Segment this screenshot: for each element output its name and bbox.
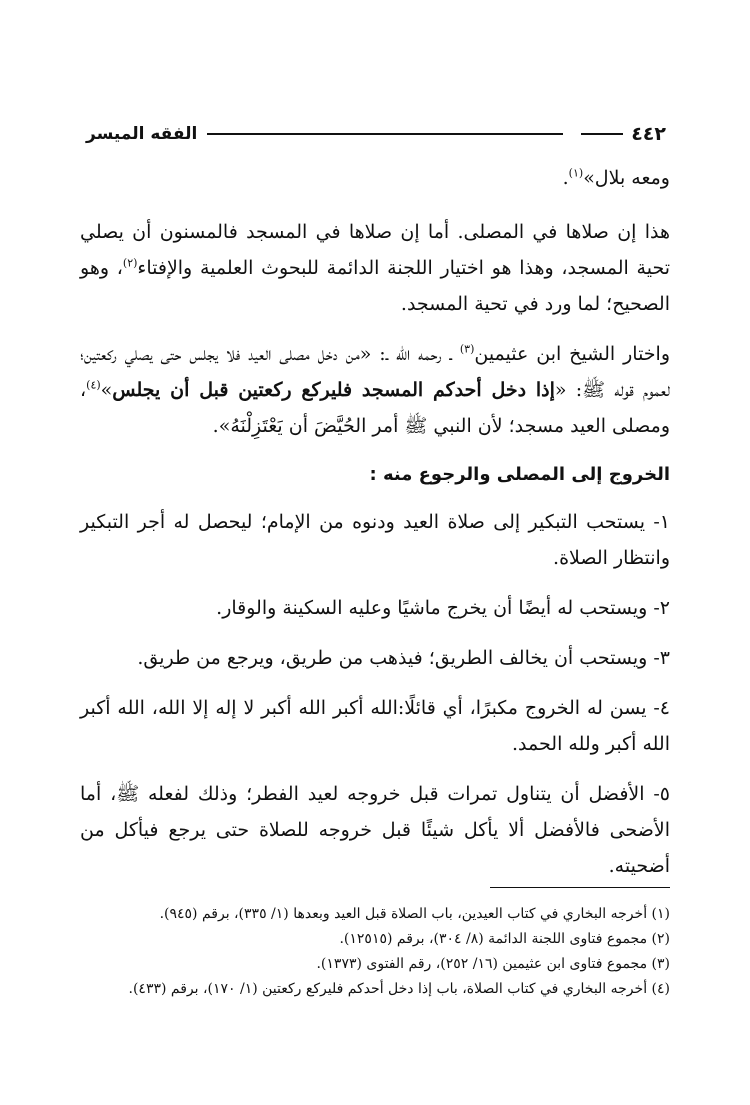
footnote-ref-1[interactable]: (١) bbox=[568, 166, 584, 180]
footnote-1: (١) أخرجه البخاري في كتاب العيدين، باب الصلاة قبل العيد وبعدها (١/ ٣٣٥)، برقم (٩٤٥). bbox=[159, 906, 670, 922]
page-number: ٤٤٢ bbox=[631, 123, 666, 145]
page-header bbox=[86, 122, 666, 146]
header-rule-long bbox=[207, 133, 563, 135]
footnote-ref-2[interactable]: (٢) bbox=[122, 256, 138, 270]
footnotes bbox=[80, 902, 670, 1002]
footnote-3: (٣) مجموع فتاوى ابن عثيمين (١٦/ ٢٥٢)، رقم الفتوى (١٣٧٣). bbox=[316, 956, 670, 972]
list-item-5: ٥- الأفضل أن يتناول تمرات قبل خروجه لعيد الفطر؛ وذلك لفعله ﷺ، أما الأضحى فالأفضل ألا يأكل شيئًا قبل خروجه للصلاة حتى يرجع فيأكل من أضحيته. bbox=[80, 783, 670, 877]
paragraph-mosque-prayer: هذا إن صلاها في المصلى. أما إن صلاها في المسجد فالمسنون أن يصلي تحية المسجد، وهذا هو اختيار اللجنة الدائمة للبحوث العلمية والإفتاء$^{(٢)}$، وهو الصحيح؛ لما ورد في تحية المسجد. bbox=[80, 221, 671, 315]
paragraph-continuation: ومعه بلال»$^{(١)}$. bbox=[562, 166, 670, 189]
page-body bbox=[80, 160, 670, 898]
list-item-4: ٤- يسن له الخروج مكبرًا، أي قائلًا:الله أكبر الله أكبر لا إله إلا الله، الله أكبر الله أكبر ولله الحمد. bbox=[80, 697, 670, 755]
header-rule-short bbox=[581, 133, 623, 135]
footnote-ref-4[interactable]: (٤) bbox=[86, 378, 101, 392]
list-item-2: ٢- ويستحب له أيضًا أن يخرج ماشيًا وعليه السكينة والوقار. bbox=[216, 597, 670, 619]
paragraph-ibn-uthaymin: واختار الشيخ ابن عثيمين$^{(٣)}$ ـ رحمه الله ـ: «من دخل مصلى العيد فلا يجلس حتى يصلي ركعتين؛ لعموم قوله ﷺ: «إذا دخل أحدكم المسجد فليركع ركعتين قبل أن يجلس»$^{(٤)}$، ومصلى العيد مسجد؛ لأن النبي ﷺ أمر الحُيَّضَ أن يَعْتَزِلْنَهُ». bbox=[80, 342, 671, 437]
hadith-quote: إذا دخل أحدكم المسجد فليركع ركعتين قبل أن يجلس bbox=[112, 379, 555, 401]
list-item-3: ٣- ويستحب أن يخالف الطريق؛ فيذهب من طريق، ويرجع من طريق. bbox=[137, 647, 670, 669]
list-item-1: ١- يستحب التبكير إلى صلاة العيد ودنوه من الإمام؛ ليحصل له أجر التبكير وانتظار الصلاة. bbox=[80, 511, 670, 569]
footnote-4: (٤) أخرجه البخاري في كتاب الصلاة، باب إذا دخل أحدكم فليركع ركعتين (١/ ١٧٠)، برقم (٤٣٣). bbox=[128, 981, 670, 997]
section-heading: الخروج إلى المصلى والرجوع منه : bbox=[369, 464, 670, 485]
footnote-2: (٢) مجموع فتاوى اللجنة الدائمة (٨/ ٣٠٤)، برقم (١٢٥١٥). bbox=[339, 931, 670, 947]
footnote-ref-3[interactable]: (٣) bbox=[459, 342, 475, 356]
footnote-separator bbox=[490, 887, 670, 888]
book-title: الفقه الميسر bbox=[86, 124, 198, 144]
